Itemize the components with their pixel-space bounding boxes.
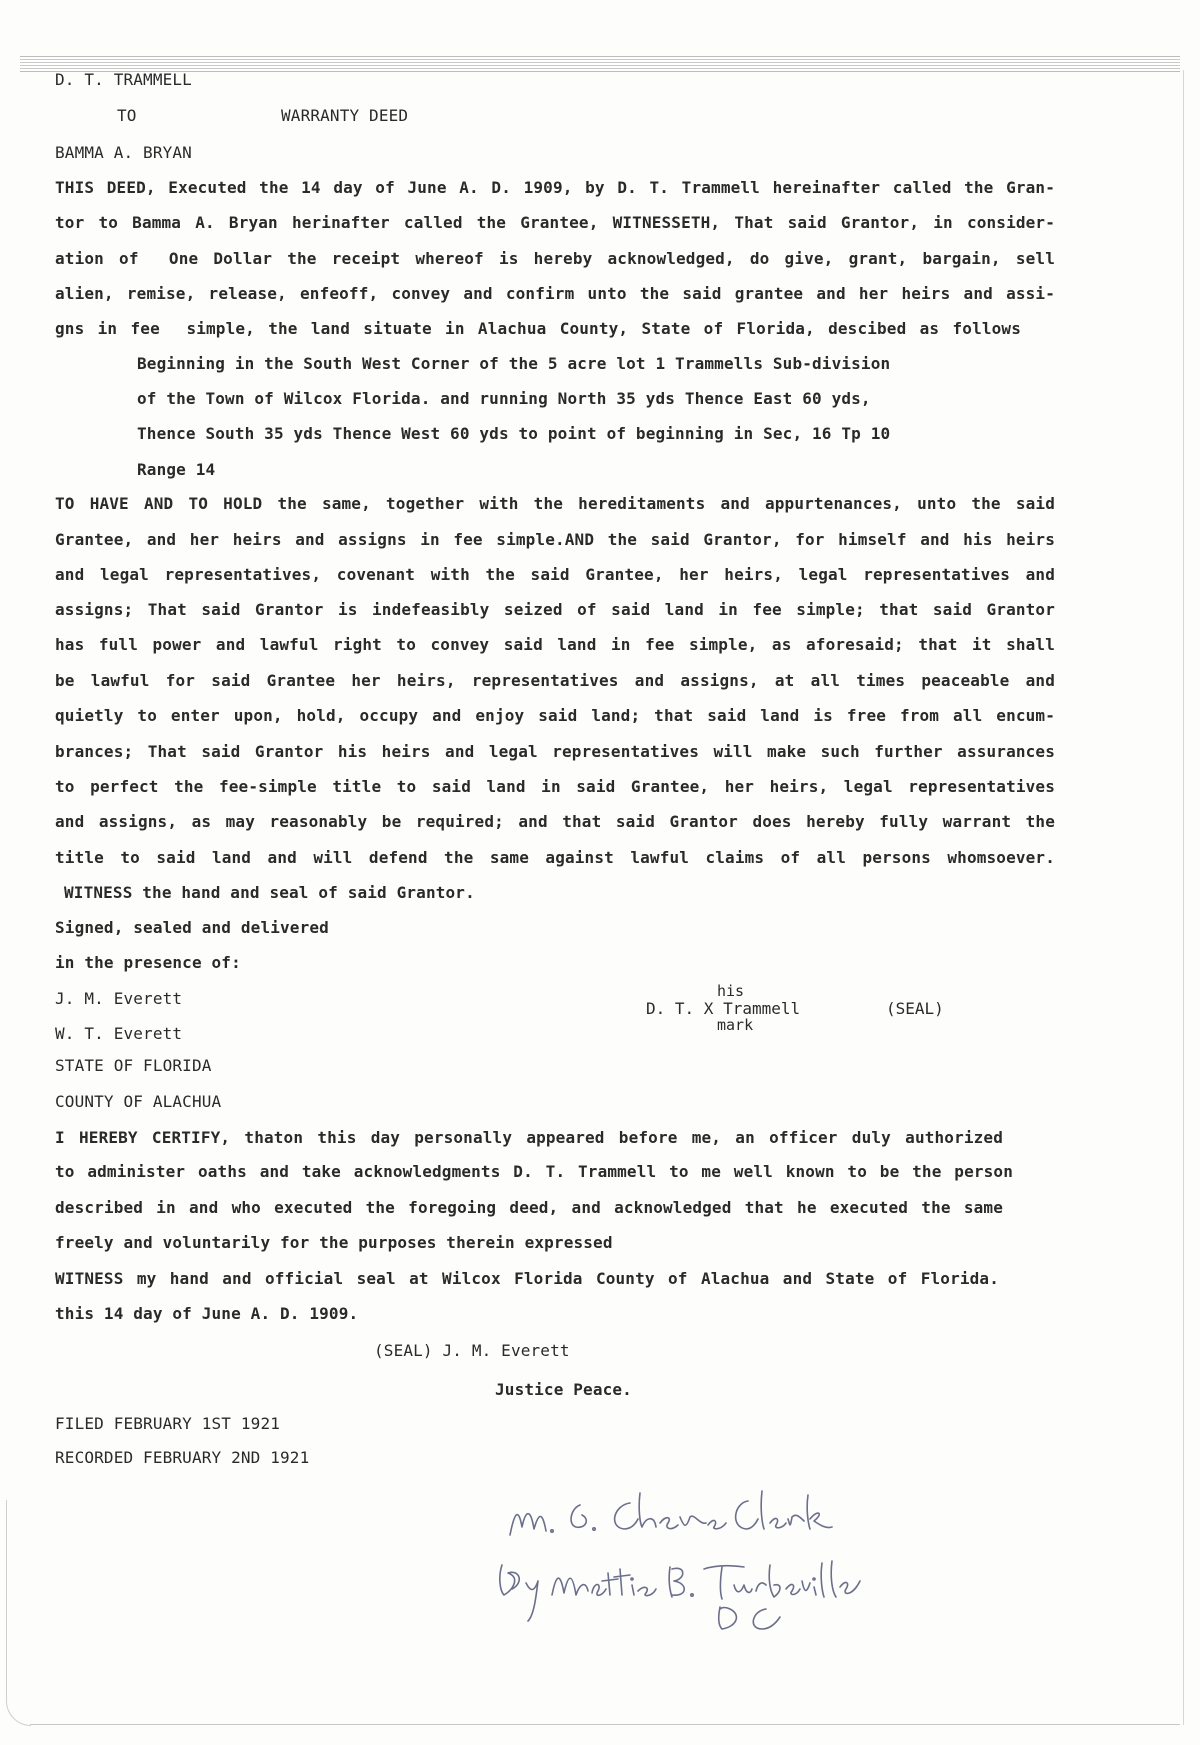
covenant-line: and assigns, as may reasonably be required; and that said Grantor does hereby fully warrant the	[55, 812, 1055, 831]
body-line: alien, remise, release, enfeoff, convey and confirm unto the said grantee and her heirs and assi-	[55, 284, 1055, 303]
description-line: Thence South 35 yds Thence West 60 yds to point of beginning in Sec, 16 Tp 10	[137, 424, 891, 443]
certify-date-line: this 14 day of June A. D. 1909.	[55, 1304, 359, 1323]
witness-name: W. T. Everett	[55, 1024, 183, 1043]
covenant-line: brances; That said Grantor his heirs and legal representatives will make such further assurances	[55, 742, 1055, 761]
covenant-line: title to said land and will defend the same against lawful claims of all persons whomsoever.	[55, 848, 1055, 867]
covenant-line: Grantee, and her heirs and assigns in fee simple.AND the said Grantor, for himself and his heirs	[55, 530, 1055, 549]
grantor-signature-name: D. T. X Trammell	[646, 999, 801, 1018]
grantor-signature-block	[646, 982, 946, 1042]
witness-name: J. M. Everett	[55, 989, 183, 1008]
description-line: Range 14	[137, 460, 216, 479]
body-line: ation of One Dollar the receipt whereof is hereby acknowledged, do give, grant, bargain, sell	[55, 249, 1055, 268]
state-line: STATE OF FLORIDA	[55, 1056, 212, 1075]
covenant-line: assigns; That said Grantor is indefeasibly seized of said land in fee simple; that said Grantor	[55, 600, 1055, 619]
description-line: Beginning in the South West Corner of the 5 acre lot 1 Trammells Sub-division	[137, 354, 891, 373]
his-label: his	[717, 982, 745, 1000]
covenant-line: and legal representatives, covenant with the said Grantee, her heirs, legal representatives and	[55, 565, 1055, 584]
certify-line: I HEREBY CERTIFY, thaton this day personally appeared before me, an officer duly authorized	[55, 1128, 1003, 1147]
body-line: gns in fee simple, the land situate in Alachua County, State of Florida, descibed as follows	[55, 319, 1021, 338]
right-page-edge	[1183, 70, 1184, 1725]
to-heading: TO	[117, 106, 137, 125]
certify-line: described in and who executed the foregoing deed, and acknowledged that he executed the same	[55, 1198, 1003, 1217]
notary-title: Justice Peace.	[495, 1380, 632, 1399]
curled-page-corner	[6, 1500, 31, 1726]
mark-label: mark	[717, 1016, 754, 1034]
body-line: tor to Bamma A. Bryan herinafter called the Grantee, WITNESSETH, That said Grantor, in consider-	[55, 213, 1055, 232]
clerk-handwritten-signature	[490, 1465, 870, 1640]
covenant-line: has full power and lawful right to convey said land in fee simple, as aforesaid; that it shall	[55, 635, 1055, 654]
presence-line: in the presence of:	[55, 953, 241, 972]
grantor-seal: (SEAL)	[886, 999, 944, 1018]
document-title: WARRANTY DEED	[281, 106, 409, 125]
recorded-line: RECORDED FEBRUARY 2ND 1921	[55, 1448, 310, 1467]
covenant-line: quietly to enter upon, hold, occupy and enjoy said land; that said land is free from all encum-	[55, 706, 1055, 725]
grantee-heading: BAMMA A. BRYAN	[55, 143, 192, 162]
county-line: COUNTY OF ALACHUA	[55, 1092, 222, 1111]
covenant-line: TO HAVE AND TO HOLD the same, together with the hereditaments and appurtenances, unto the said	[55, 494, 1055, 513]
description-line: of the Town of Wilcox Florida. and running North 35 yds Thence East 60 yds,	[137, 389, 871, 408]
certify-line: freely and voluntarily for the purposes therein expressed	[55, 1233, 613, 1252]
witness-clause: WITNESS the hand and seal of said Grantor.	[64, 883, 475, 902]
notary-seal-signature: (SEAL) J. M. Everett	[374, 1341, 570, 1360]
bottom-page-rule	[30, 1724, 1180, 1725]
filed-line: FILED FEBRUARY 1ST 1921	[55, 1414, 281, 1433]
covenant-line: to perfect the fee-simple title to said land in said Grantee, her heirs, legal representatives	[55, 777, 1055, 796]
top-page-rule	[20, 56, 1180, 72]
covenant-line: be lawful for said Grantee her heirs, representatives and assigns, at all times peaceable and	[55, 671, 1055, 690]
grantor-heading: D. T. TRAMMELL	[55, 70, 192, 89]
certify-line: to administer oaths and take acknowledgments D. T. Trammell to me well known to be the person	[55, 1162, 1013, 1181]
signed-line: Signed, sealed and delivered	[55, 918, 329, 937]
body-line: THIS DEED, Executed the 14 day of June A. D. 1909, by D. T. Trammell hereinafter called the Gran-	[55, 178, 1055, 197]
official-witness-line: WITNESS my hand and official seal at Wilcox Florida County of Alachua and State of Florida.	[55, 1269, 999, 1288]
